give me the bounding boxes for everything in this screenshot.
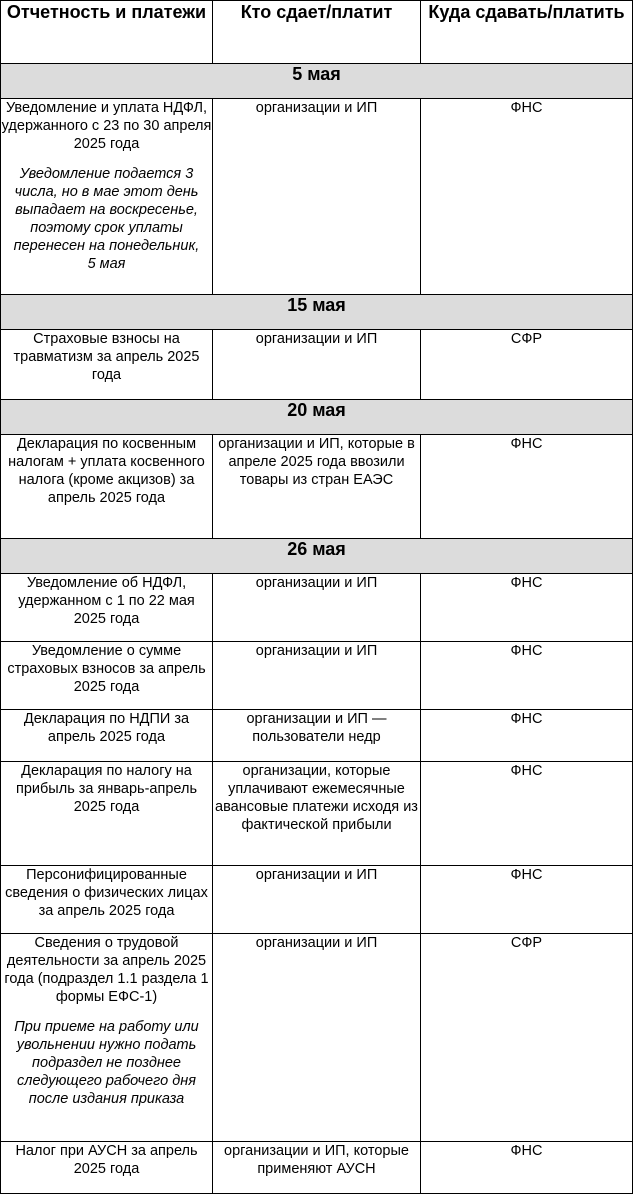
date-row: [1, 539, 633, 574]
row-where: ФНС: [421, 642, 633, 710]
row-who: организации и ИП: [213, 642, 421, 710]
date-row: [1, 295, 633, 330]
table-row: [1, 710, 633, 762]
section-date: 26 мая: [1, 539, 633, 574]
section-date: 5 мая: [1, 64, 633, 99]
row-where: ФНС: [421, 574, 633, 642]
row-who: организации, которые уплачивают ежемесячные авансовые платежи исходя из фактической прибыли: [213, 762, 421, 866]
row-reporting: Персонифицированные сведения о физических лицах за апрель 2025 года: [1, 866, 213, 934]
row-where: ФНС: [421, 99, 633, 295]
section-date: 20 мая: [1, 400, 633, 435]
row-who: организации и ИП: [213, 330, 421, 400]
row-reporting: Декларация по НДПИ за апрель 2025 года: [1, 710, 213, 762]
table-row: [1, 574, 633, 642]
table-row: [1, 1142, 633, 1194]
table-row: [1, 99, 633, 295]
table-row: [1, 762, 633, 866]
header-reporting: Отчетность и платежи: [1, 1, 213, 64]
table-row: [1, 934, 633, 1142]
row-where: СФР: [421, 330, 633, 400]
row-reporting-text: Уведомление и уплата НДФЛ, удержанного с 23 по 30 апреля 2025 года: [1, 100, 212, 152]
row-reporting: Декларация по налогу на прибыль за январь-апрель 2025 года: [1, 762, 213, 866]
row-who: организации и ИП — пользователи недр: [213, 710, 421, 762]
header-where: Куда сдавать/платить: [421, 1, 633, 64]
table-row: [1, 330, 633, 400]
row-who: организации и ИП: [213, 934, 421, 1142]
row-reporting: Страховые взносы на травматизм за апрель 2025 года: [1, 330, 213, 400]
row-reporting: Уведомление о сумме страховых взносов за апрель 2025 года: [1, 642, 213, 710]
row-note: При приеме на работу или увольнении нужно подать подраздел не позднее следующего рабочего дня после издания приказа: [14, 1019, 199, 1107]
row-who: организации и ИП: [213, 99, 421, 295]
row-who: организации и ИП, которые применяют АУСН: [213, 1142, 421, 1194]
section-date: 15 мая: [1, 295, 633, 330]
row-where: СФР: [421, 934, 633, 1142]
row-reporting: Уведомление об НДФЛ, удержанном с 1 по 22 мая 2025 года: [1, 574, 213, 642]
row-reporting: [1, 934, 213, 1142]
row-who: организации и ИП: [213, 574, 421, 642]
row-reporting: Декларация по косвенным налогам + уплата косвенного налога (кроме акцизов) за апрель 2025 года: [1, 435, 213, 539]
row-where: ФНС: [421, 866, 633, 934]
row-where: ФНС: [421, 762, 633, 866]
row-reporting-text: Сведения о трудовой деятельности за апрель 2025 года (подраздел 1.1 раздела 1 формы ЕФС-1): [4, 935, 209, 1005]
row-who: организации и ИП: [213, 866, 421, 934]
date-row: [1, 400, 633, 435]
row-who: организации и ИП, которые в апреле 2025 года ввозили товары из стран ЕАЭС: [213, 435, 421, 539]
table-row: [1, 435, 633, 539]
header-row: [1, 1, 633, 64]
row-reporting: Налог при АУСН за апрель 2025 года: [1, 1142, 213, 1194]
date-row: [1, 64, 633, 99]
row-where: ФНС: [421, 1142, 633, 1194]
table-row: [1, 866, 633, 934]
row-note: Уведомление подается 3 числа, но в мае этот день выпадает на воскресенье, поэтому срок уплаты перенесен на понедельник, 5 мая: [13, 166, 200, 272]
row-reporting: [1, 99, 213, 295]
row-where: ФНС: [421, 435, 633, 539]
table-row: [1, 642, 633, 710]
row-where: ФНС: [421, 710, 633, 762]
header-who: Кто сдает/платит: [213, 1, 421, 64]
